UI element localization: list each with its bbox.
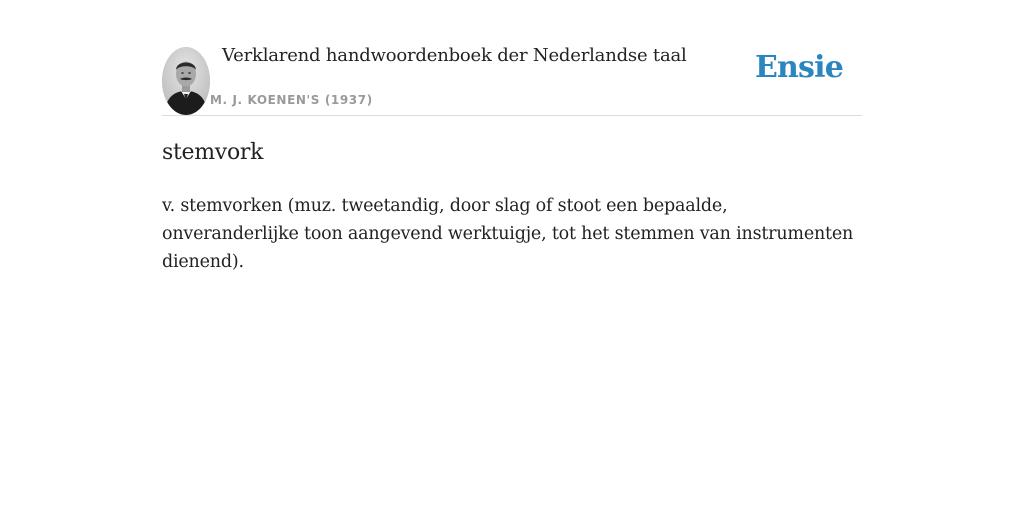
book-header xyxy=(162,0,862,116)
ensie-logo-link[interactable]: Ensie xyxy=(754,50,843,85)
author-portrait-icon xyxy=(162,47,210,115)
book-title: Verklarend handwoordenboek der Nederlandse taal xyxy=(222,45,687,66)
entry-word: stemvork xyxy=(162,140,264,165)
book-author: M. J. KOENEN'S (1937) xyxy=(210,93,373,107)
page-container xyxy=(162,0,862,272)
entry-definition: v. stemvorken (muz. tweetandig, door slag of stoot een bepaalde, onveranderlijke toon aangevend werktuigje, tot het stemmen van instrumenten dienend). xyxy=(162,196,854,272)
